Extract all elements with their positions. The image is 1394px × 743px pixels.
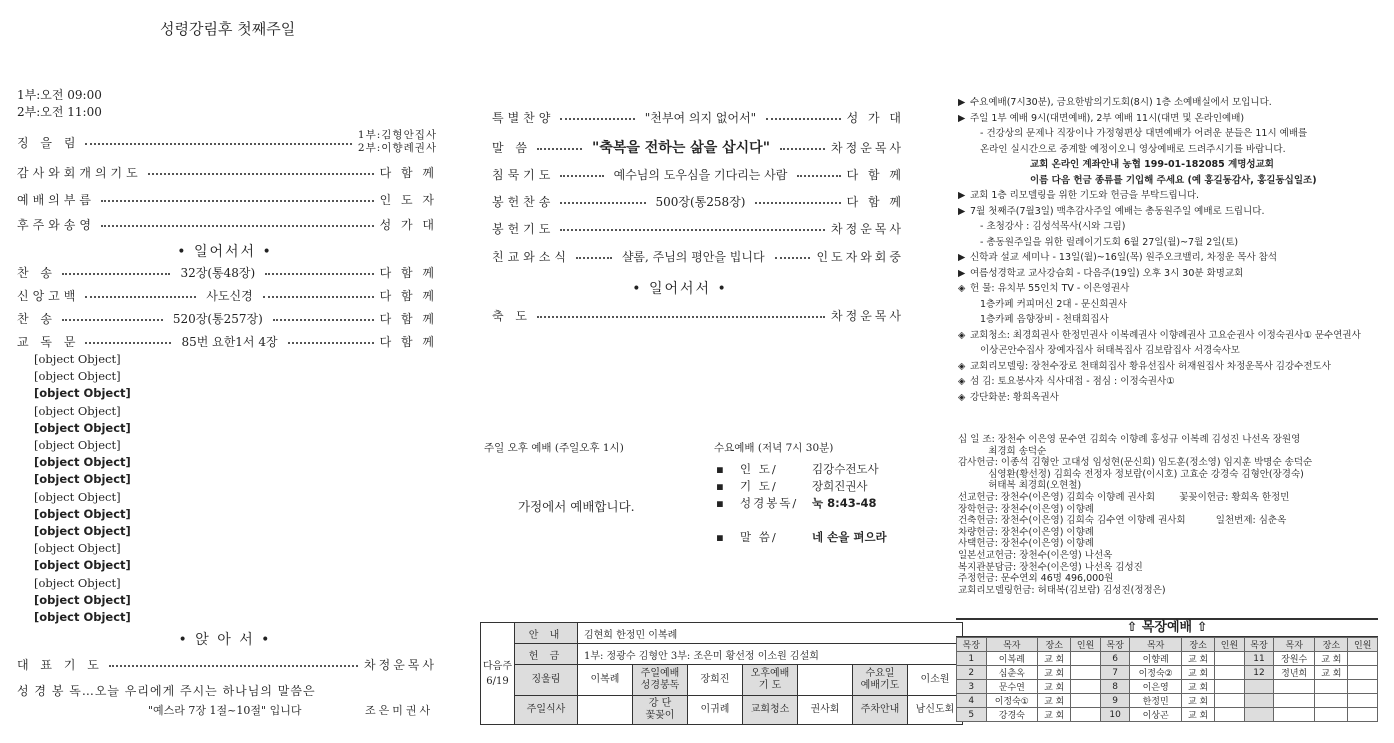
notice-item: ▶ 주일 1부 예배 9시(대면예배), 2부 예배 11시(대면 및 온라인예배) [958, 112, 1245, 124]
cell-value: 심춘옥 [986, 666, 1038, 680]
order-who: 인도자와회중 [816, 249, 904, 264]
cell-value [1348, 708, 1378, 722]
cell-header: 목장 [1100, 638, 1130, 652]
order-item-c3 [492, 192, 904, 210]
order-item: "천부여 의지 없어서" [641, 109, 760, 126]
duty-label: 헌 금 [514, 644, 577, 665]
offering-line: 복지관분담금: 장천수(이은영) 나선옥 김성진 [958, 561, 1143, 573]
cell-value [1215, 680, 1245, 694]
notice-item: ◈ 강단화분: 황희옥권사 [958, 391, 1059, 403]
reading-label: 성 경 봉 독 [17, 684, 82, 698]
notice-item [980, 235, 1394, 251]
order-label: 특별찬양 [492, 110, 555, 125]
cell-value: 문수연 [986, 680, 1038, 694]
cell-value: 4 [957, 694, 987, 708]
notice-item: ▶ 교회 1층 리모델링을 위한 기도와 헌금을 부탁드립니다. [958, 190, 1200, 201]
cell-value [1315, 708, 1348, 722]
order-item: "축복을 전하는 삶을 삽시다" [588, 137, 774, 157]
notice-text: 신학과 설교 세미나 - 13일(월)~16일(목) 원주오크밸리, 차정운 목사 참석 [970, 252, 1277, 263]
cell-value [1244, 694, 1274, 708]
cell-value [1315, 680, 1348, 694]
notice-item [1030, 173, 1394, 189]
notice-text: 교회청소: 최경희권사 한정민권사 이복례권사 이향례권사 고요순권사 이정숙권사① 문수연권사 [970, 329, 1361, 341]
offering-line: 교회리모델링헌금: 허태복(김보람) 김성진(정정은) [958, 584, 1166, 596]
duty-cell: 수요일 예배기도 [852, 665, 907, 696]
offering-line: 감사헌금: 이종석 김형안 고대성 임성현(문신희) 임도훈(정소영) 임지훈 박명순 송덕순 [958, 457, 1313, 469]
duty-side: 다음주 6/19 [481, 623, 515, 725]
wednesday-title: 수요예배 (저녁 7시 30분) [714, 442, 834, 454]
cell-value [1071, 652, 1101, 666]
order-who: 다 함 께 [846, 194, 905, 209]
cell-value: 8 [1100, 680, 1130, 694]
offering-line: 건축헌금: 장천수(이은영) 김희숙 김수연 이향례 권사회 일천번제: 심춘옥 [958, 515, 1287, 527]
order-who: 차정운목사 [831, 221, 904, 236]
notice-text: 1층카페 음향장비 - 천태희집사 [980, 314, 1109, 325]
order-item: 85번 요한1서 4장 [177, 333, 281, 350]
offering-line: 십 일 조: 장천수 이은영 문수연 김희숙 이향례 홍성규 이복례 김성진 나선옥 장원영 [958, 434, 1301, 445]
notice-text: - 건강상의 문제나 직장이나 가정형편상 대면예배가 어려운 분들은 11시 예배를 [980, 128, 1308, 139]
duty-cell: 주일식사 [514, 696, 577, 725]
cell-header: 장소 [1038, 638, 1071, 652]
scripture-line: [object Object] [34, 352, 121, 366]
offering-line: 최경희 송덕순 [958, 445, 1047, 457]
cell-value: 10 [1100, 708, 1130, 722]
order-label: 예배의부름 [17, 192, 95, 207]
notice-text: - 초청강사 : 김성석목사(시와 그림) [980, 221, 1126, 232]
notice-text: 수요예배(7시30분), 금요한밤의기도회(8시) 1층 소예배실에서 모입니다. [970, 97, 1272, 108]
order-item: 샬롬, 주님의 평안을 빕니다 [618, 248, 769, 265]
order-who: 다 함 께 [846, 167, 905, 182]
order-who: 차정운목사 [364, 657, 437, 672]
notice-item: ▶ 신학과 설교 세미나 - 13일(월)~16일(목) 원주오크밸리, 차정운 목사 참석 [958, 252, 1277, 263]
scripture-line: [object Object] [34, 558, 131, 573]
notice-item [980, 126, 1394, 142]
order-who: 다 함 께 [379, 265, 437, 280]
cell-value: 한정민 [1130, 694, 1182, 708]
cell-value: 장원수 [1274, 652, 1315, 666]
cell-value [1348, 652, 1378, 666]
service-time-2: 2부:오전 11:00 [17, 105, 102, 119]
order-item-1 [17, 163, 437, 181]
order-who: 인 도 자 [379, 192, 437, 207]
order-who: 다 함 께 [379, 165, 437, 180]
notice-item: ◈ 섬 김: 토요봉사자 식사대접 - 점심 : 이정숙권사① [958, 376, 1175, 387]
order-item-b2 [17, 309, 437, 327]
cell-value: 교 회 [1038, 694, 1071, 708]
duty-cell: 징울림 [514, 665, 577, 696]
order-who: 다 함 께 [379, 288, 437, 303]
wednesday-key: 기 도/ [740, 479, 778, 493]
offering-line: 심영환(황선정) 김희숙 전정자 정보람(이시호) 고효순 강경숙 김형안(장경숙) [958, 468, 1304, 480]
wednesday-item: ▪ 말 씀/ 네 손을 펴으라 [716, 530, 887, 544]
order-label: 침묵기도 [492, 167, 555, 182]
order-item-2 [17, 190, 437, 208]
cell-value [1071, 680, 1101, 694]
order-item: 사도신경 [202, 287, 256, 304]
cell-header: 목장 [957, 638, 987, 652]
wednesday-item: ▪ 기 도/ 장희진권사 [716, 479, 868, 493]
cell-value: 이상곤 [1130, 708, 1182, 722]
cell-header: 인원 [1215, 638, 1245, 652]
cell-value: 교 회 [1038, 680, 1071, 694]
order-label: 후주와송영 [17, 217, 95, 232]
order-label: 친교와소식 [492, 249, 570, 264]
scripture-line: [object Object] [34, 489, 121, 504]
wednesday-value: 눅 8:43-48 [812, 496, 877, 510]
cell-value: 교 회 [1315, 666, 1348, 680]
notice-item [980, 343, 1394, 359]
cell-value [1315, 694, 1348, 708]
scripture-line: [object Object] [34, 455, 131, 470]
notice-text: 이상곤안수집사 장예자집사 허태복집사 김보람집사 서경숙사모 [980, 345, 1240, 356]
duty-cell: 교회청소 [742, 696, 797, 725]
cell-header: 목자 [986, 638, 1038, 652]
notice-text: - 총동원주일을 위한 릴레이기도회 6월 27일(월)~7월 2일(토) [980, 236, 1239, 248]
cell-value: 교 회 [1038, 652, 1071, 666]
page-title: 성령강림후 첫째주일 [160, 20, 296, 38]
notice-text: 교회리모델링: 장천수장로 천태희집사 황유선집사 허재원집사 차정운목사 김강수전도사 [970, 360, 1331, 372]
cell-header: 목장 [1244, 638, 1274, 652]
cell-header: 목자 [1274, 638, 1315, 652]
order-item: 500장(통258장) [652, 193, 750, 210]
scripture-line: [object Object] [34, 592, 131, 607]
order-item-c0 [492, 108, 904, 126]
cell-title-text: 목장예배 [1141, 620, 1193, 635]
cell-value [1244, 708, 1274, 722]
duty-cell: 주차안내 [852, 696, 907, 725]
service-time-1: 1부:오전 09:00 [17, 88, 102, 102]
cell-title: ⇧ 목장예배 ⇧ [956, 618, 1378, 637]
scripture-line: [object Object] [34, 386, 131, 401]
cell-value: 교 회 [1038, 666, 1071, 680]
order-item-c1 [492, 138, 904, 156]
cell-value: 교 회 [1181, 666, 1214, 680]
cell-value: 2 [957, 666, 987, 680]
order-who: 차정운목사 [831, 140, 905, 155]
cell-value: 교 회 [1038, 708, 1071, 722]
order-item: 32장(통48장) [176, 264, 259, 281]
cell-value [1071, 694, 1101, 708]
order-prayer [17, 655, 437, 673]
notice-item: ◈ 교회청소: 최경희권사 한정민권사 이복례권사 이향례권사 고요순권사 이정숙권사① 문수연권사 [958, 329, 1361, 341]
notice-text: 이름 다음 헌금 종류를 기입해 주세요 (예 홍길동감사, 홍길동십일조) [1030, 174, 1317, 186]
order-item-3 [17, 215, 437, 233]
duty-value: 김현희 한정민 이복례 [577, 623, 962, 644]
order-who: 성 가 대 [846, 110, 904, 125]
sit-down-heading: • 앉 아 서 • [178, 632, 272, 648]
offering-line: 허태복 최경희(오현철) [958, 480, 1082, 492]
duty-value: 1부: 정광수 김형안 3부: 조은미 황선정 이소원 김설희 [577, 644, 962, 665]
cell-value: 교 회 [1181, 694, 1214, 708]
cell-value: 12 [1244, 666, 1274, 680]
order-label: 징 을 림 [17, 135, 80, 150]
afternoon-title: 주일 오후 예배 (주일오후 1시) [484, 442, 624, 454]
cell-header: 인원 [1071, 638, 1101, 652]
order-label: 봉헌기도 [492, 221, 555, 236]
order-label: 축 도 [492, 308, 531, 323]
reading-text: …오늘 우리에게 주시는 하나님의 말씀은 [81, 684, 316, 698]
scripture-line: [object Object] [34, 610, 131, 625]
order-item-0 [17, 129, 437, 154]
cell-value [1071, 666, 1101, 680]
order-label: 봉헌찬송 [492, 194, 555, 209]
order-item-c2 [492, 165, 904, 183]
cell-value [1348, 666, 1378, 680]
reading-line [17, 682, 316, 699]
cell-value: 3 [957, 680, 987, 694]
notice-item [980, 142, 1394, 158]
order-item-b3 [17, 332, 437, 350]
order-label: 찬 송 [17, 311, 56, 326]
wednesday-key: 성경봉독/ [740, 496, 799, 510]
order-label: 대 표 기 도 [17, 657, 103, 672]
cell-value: 강경숙 [986, 708, 1038, 722]
notice-item [980, 219, 1394, 235]
scripture-line: [object Object] [34, 575, 121, 590]
notice-text: 섬 김: 토요봉사자 식사대접 - 점심 : 이정숙권사① [970, 376, 1175, 387]
cell-value: 이향례 [1130, 652, 1182, 666]
cell-value: 이정숙① [986, 694, 1038, 708]
order-who: 성 가 대 [379, 217, 437, 232]
cell-value: 교 회 [1181, 708, 1214, 722]
notice-item: ▶ 7월 첫째주(7월3일) 맥추감사주일 예배는 총동원주일 예배로 드립니다. [958, 205, 1265, 217]
scripture-line: [object Object] [34, 403, 121, 418]
notice-text: 교회 1층 리모델링을 위한 기도와 헌금을 부탁드립니다. [970, 190, 1200, 201]
wednesday-item: ▪ 성경봉독/ 눅 8:43-48 [716, 496, 877, 510]
reading-ref: "예스라 7장 1절~10절" 입니다 [148, 704, 302, 717]
duty-cell: 이복례 [577, 665, 632, 696]
cell-value [1348, 680, 1378, 694]
wednesday-key: 인 도/ [740, 462, 778, 476]
order-item: 예수님의 도우심을 기다리는 사람 [610, 166, 792, 183]
cell-value [1215, 652, 1245, 666]
notice-text: 7월 첫째주(7월3일) 맥추감사주일 예배는 총동원주일 예배로 드립니다. [970, 205, 1265, 217]
cell-worship [956, 618, 1378, 722]
afternoon-note: 가정에서 예배합니다. [518, 499, 635, 514]
notice-item [980, 312, 1394, 328]
cell-value [1274, 680, 1315, 694]
notice-text: 교회 온라인 계좌안내 농협 199-01-182085 계명성교회 [1030, 159, 1274, 170]
cell-value [1215, 708, 1245, 722]
notice-item: ▶ 수요예배(7시30분), 금요한밤의기도회(8시) 1층 소예배실에서 모입니다. [958, 97, 1272, 108]
wednesday-value: 장희진권사 [812, 479, 868, 493]
offering-line: 사택헌금: 장천수(이은영) 이향례 [958, 538, 1094, 550]
order-item-c4 [492, 219, 904, 237]
duty-cell [577, 696, 632, 725]
duty-label: 안 내 [514, 623, 577, 644]
cell-value: 이은영 [1130, 680, 1182, 694]
notice-text: 온라인 실시간으로 중계할 예정이오니 영상예배로 드려주시기를 바랍니다. [980, 143, 1286, 155]
stand-up-heading-2: • 일어서서 • [632, 281, 728, 297]
cell-header: 장소 [1315, 638, 1348, 652]
notice-item [1030, 157, 1394, 173]
duty-cell: 강 단 꽃꽂이 [632, 696, 687, 725]
scripture-line: [object Object] [34, 524, 131, 539]
notice-text: 1층카페 커피머신 2대 - 문신희권사 [980, 298, 1127, 310]
notice-item: ◈ 교회리모델링: 장천수장로 천태희집사 황유선집사 허재원집사 차정운목사 김강수전도사 [958, 360, 1331, 372]
duty-cell: 남신도회 [907, 696, 962, 725]
cell-value: 교 회 [1181, 652, 1214, 666]
order-item-c5 [492, 247, 904, 265]
cell-value: 7 [1100, 666, 1130, 680]
duty-cell: 오후예배 기 도 [742, 665, 797, 696]
scripture-line: [object Object] [34, 472, 131, 487]
responsive-reading [34, 351, 434, 626]
notice-text: 주일 1부 예배 9시(대면예배), 2부 예배 11시(대면 및 온라인예배) [970, 112, 1245, 124]
duty-cell: 이귀례 [687, 696, 742, 725]
order-benediction [492, 306, 904, 324]
reading-who: 조은미권사 [365, 704, 434, 717]
scripture-line: [object Object] [34, 506, 131, 521]
cell-value: 교 회 [1315, 652, 1348, 666]
cell-value: 이정숙② [1130, 666, 1182, 680]
wednesday-value: 김강수전도사 [812, 462, 879, 476]
order-label: 말 씀 [492, 140, 531, 155]
order-who: 차정운목사 [831, 308, 904, 323]
notice-item: ▶ 여름성경학교 교사강습회 - 다음주(19일) 오후 3시 30분 화명교회 [958, 267, 1244, 279]
wednesday-value: 네 손을 펴으라 [812, 530, 887, 544]
order-item-b1 [17, 286, 437, 304]
order-label: 신앙고백 [17, 288, 80, 303]
scripture-line: [object Object] [34, 420, 131, 435]
cell-value [1071, 708, 1101, 722]
offering-line: 장학헌금: 장천수(이은영) 이향례 [958, 503, 1094, 515]
wednesday-item: ▪ 인 도/ 김강수전도사 [716, 462, 879, 476]
cell-value: 11 [1244, 652, 1274, 666]
notice-item [980, 297, 1394, 313]
cell-value [1348, 694, 1378, 708]
duty-cell: 주일예배 성경봉독 [632, 665, 687, 696]
offering-line: 선교헌금: 장천수(이은영) 김희숙 이향례 권사회 꽃꽂이헌금: 황희옥 한정민 [958, 492, 1290, 503]
cell-value: 5 [957, 708, 987, 722]
cell-value: 6 [1100, 652, 1130, 666]
order-label: 찬 송 [17, 265, 56, 280]
cell-value [1244, 680, 1274, 694]
scripture-line: [object Object] [34, 369, 121, 384]
cell-header: 인원 [1348, 638, 1378, 652]
order-who: 1부:김형안집사 2부:이향례권사 [357, 129, 437, 154]
offering-line: 주정헌금: 문수연외 46명 496,000원 [958, 573, 1114, 585]
notice-text: 강단화분: 황희옥권사 [970, 391, 1059, 403]
order-label: 감사와회개의기도 [17, 165, 142, 180]
cell-value: 1 [957, 652, 987, 666]
order-item-b0 [17, 263, 437, 281]
cell-header: 장소 [1181, 638, 1214, 652]
order-who: 다 함 께 [379, 334, 438, 349]
cell-value: 정년희 [1274, 666, 1315, 680]
cell-value [1274, 694, 1315, 708]
cell-value: 이복례 [986, 652, 1038, 666]
offering-line: 차량헌금: 장천수(이은영) 이향례 [958, 526, 1094, 538]
order-who: 다 함 께 [379, 311, 438, 326]
duty-cell: 권사회 [797, 696, 852, 725]
notice-item: ◈ 헌 물: 유치부 55인치 TV - 이은영권사 [958, 283, 1130, 294]
wednesday-key: 말 씀/ [740, 530, 778, 544]
scripture-line: [object Object] [34, 438, 121, 453]
duty-cell: 이소원 [907, 665, 962, 696]
cell-value [1215, 666, 1245, 680]
cell-value: 교 회 [1181, 680, 1214, 694]
duty-table [480, 622, 963, 725]
offering-line: 일본선교헌금: 장천수(이은영) 나선옥 [958, 550, 1113, 561]
stand-up-heading: • 일어서서 • [177, 244, 273, 260]
scripture-line: [object Object] [34, 541, 121, 556]
cell-header: 목자 [1130, 638, 1182, 652]
cell-value [1274, 708, 1315, 722]
notice-text: 여름성경학교 교사강습회 - 다음주(19일) 오후 3시 30분 화명교회 [970, 267, 1244, 279]
notice-text: 헌 물: 유치부 55인치 TV - 이은영권사 [970, 283, 1130, 294]
duty-cell: 장희진 [687, 665, 742, 696]
cell-value [1215, 694, 1245, 708]
order-item: 520장(통257장) [169, 310, 267, 327]
order-label: 교 독 문 [17, 334, 80, 349]
cell-value: 9 [1100, 694, 1130, 708]
duty-cell [797, 665, 852, 696]
